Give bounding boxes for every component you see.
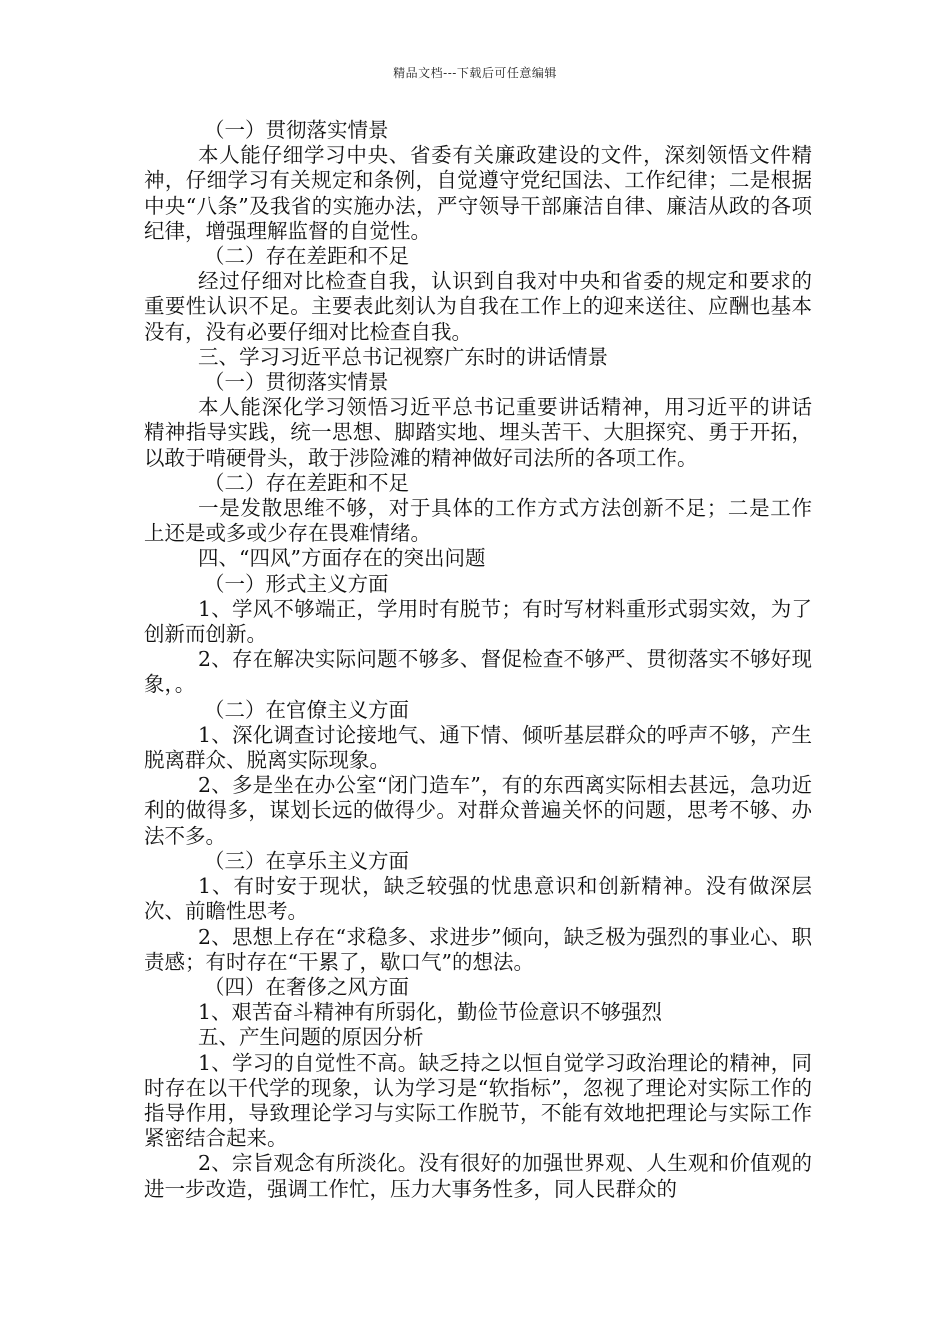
section-heading: （二）存在差距和不足 <box>204 470 409 495</box>
paragraph: 1、有时安于现状，缺乏较强的忧患意识和创新精神。没有做深层次、前瞻性思考。 <box>144 874 812 924</box>
page-header: 精品文档---下载后可任意编辑 <box>393 66 557 80</box>
chapter-heading: 四、“四风”方面存在的突出问题 <box>198 546 486 571</box>
paragraph: 经过仔细对比检查自我，认识到自我对中央和省委的规定和要求的重要性认识不足。主要表此刻认为自我在工作上的迎来送往、应酬也基本没有，没有必要仔细对比检查自我。 <box>144 269 812 344</box>
paragraph: 1、深化调查讨论接地气、通下情、倾听基层群众的呼声不够，产生脱离群众、脱离实际现象。 <box>144 722 812 773</box>
paragraph: 2、宗旨观念有所淡化。没有很好的加强世界观、人生观和价值观的进一步改造，强调工作忙，压力大事务性多，同人民群众的 <box>144 1151 812 1201</box>
section-heading: （一）贯彻落实情景 <box>204 118 389 142</box>
section-heading: （三）在享乐主义方面 <box>204 848 409 873</box>
section-heading: （一）贯彻落实情景 <box>204 370 389 395</box>
paragraph: 2、思想上存在“求稳多、求进步”倾向，缺乏极为强烈的事业心、职责感；有时存在“干累了，歇口气”的想法。 <box>144 924 812 974</box>
paragraph: 一是发散思维不够，对于具体的工作方式方法创新不足；二是工作上还是或多或少存在畏难情绪。 <box>144 496 812 546</box>
paragraph: 本人能深化学习领悟习近平总书记重要讲话精神，用习近平的讲话精神指导实践，统一思想、脚踏实地、埋头苦干、大胆探究、勇于开拓，以敢于啃硬骨头，敢于涉险滩的精神做好司法所的各项工作。 <box>144 395 812 470</box>
section-heading: （四）在奢侈之风方面 <box>204 974 409 999</box>
paragraph: 2、多是坐在办公室“闭门造车”，有的东西离实际相去甚远，急功近利的做得多，谋划长远的做得少。对群众普遍关怀的问题，思考不够、办法不多。 <box>144 773 812 848</box>
section-heading: （一）形式主义方面 <box>204 571 389 596</box>
section-heading: （二）在官僚主义方面 <box>204 697 409 722</box>
paragraph: 2、存在解决实际问题不够多、督促检查不够严、贯彻落实不够好现象，。 <box>144 647 812 697</box>
paragraph: 1、艰苦奋斗精神有所弱化，勤俭节俭意识不够强烈 <box>198 1000 663 1025</box>
paragraph: 1、学习的自觉性不高。缺乏持之以恒自觉学习政治理论的精神，同时存在以干代学的现象，认为学习是“软指标”，忽视了理论对实际工作的指导作用，导致理论学习与实际工作脱节，不能有效地把理论与实际工作紧密结合起来。 <box>144 1050 812 1151</box>
chapter-heading: 五、产生问题的原因分析 <box>198 1025 424 1050</box>
paragraph: 本人能仔细学习中央、省委有关廉政建设的文件，深刻领悟文件精神，仔细学习有关规定和条例，自觉遵守党纪国法、工作纪律；二是根据中央“八条”及我省的实施办法，严守领导干部廉洁自律、廉洁从政的各项纪律，增强理解监督的自觉性。 <box>144 143 812 243</box>
paragraph: 1、学风不够端正，学用时有脱节；有时写材料重形式弱实效，为了创新而创新。 <box>144 596 812 647</box>
section-heading: （二）存在差距和不足 <box>204 244 409 269</box>
document-body <box>144 118 812 1202</box>
chapter-heading: 三、学习习近平总书记视察广东时的讲话情景 <box>198 344 608 369</box>
